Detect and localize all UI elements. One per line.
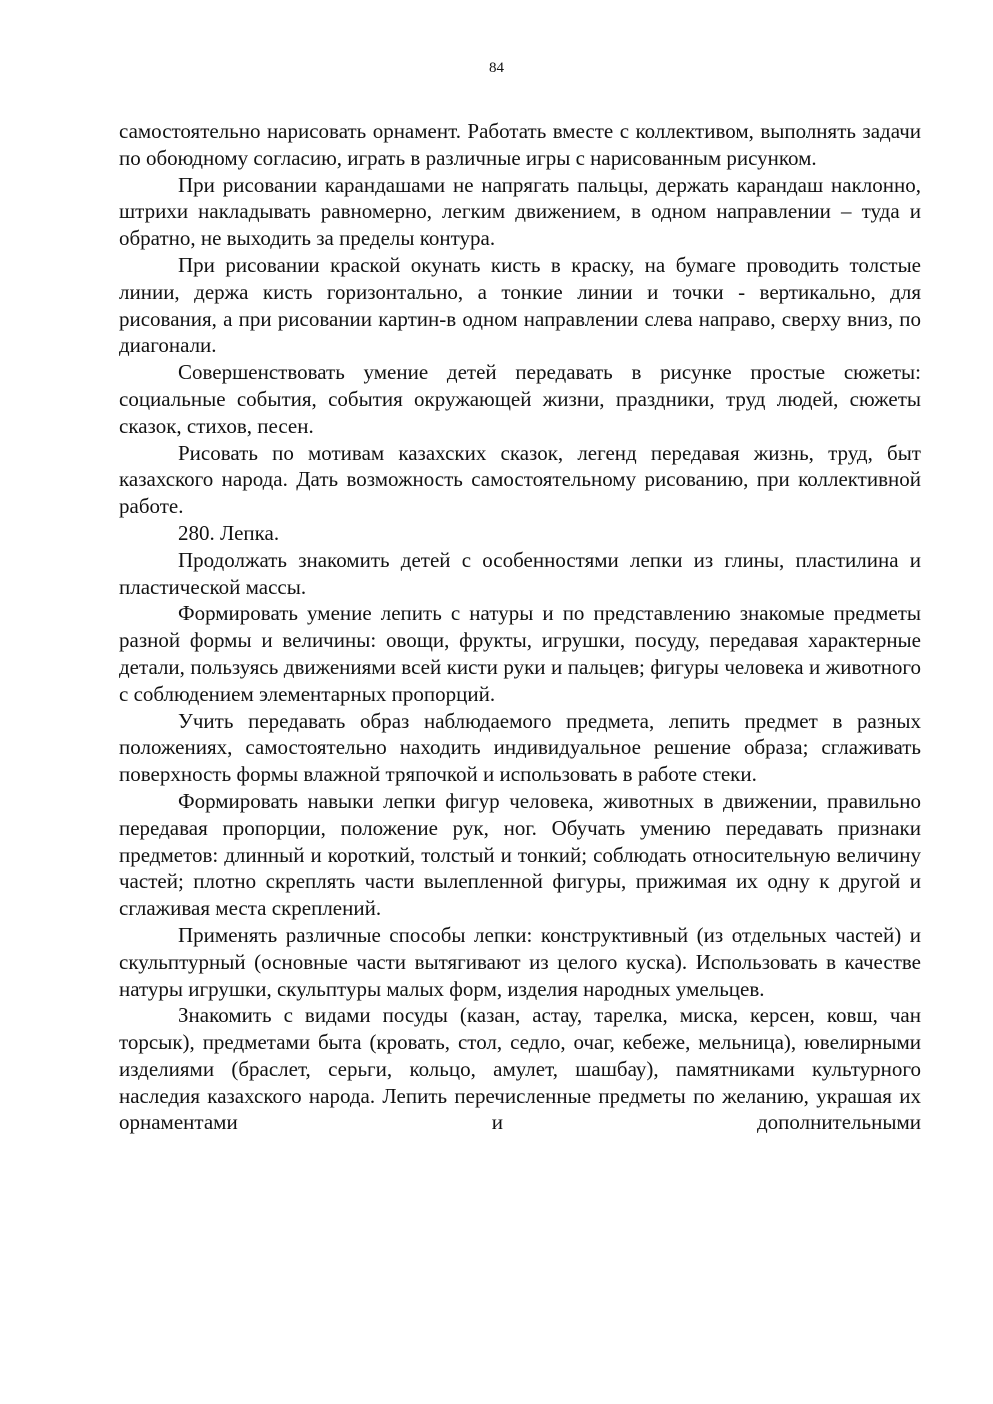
- paragraph-5: Рисовать по мотивам казахских сказок, легенд передавая жизнь, труд, быт казахского народа. Дать возможность самостоятельному рисованию, при коллективной работе.: [119, 440, 921, 519]
- paragraph-4: Совершенствовать умение детей передавать в рисунке простые сюжеты: социальные события, события окружающей жизни, праздники, труд людей, сюжеты сказок, стихов, песен.: [119, 360, 921, 438]
- paragraph-7: Продолжать знакомить детей с особенностями лепки из глины, пластилина и пластической массы.: [119, 547, 921, 599]
- body-text: [119, 118, 921, 1136]
- paragraph-8: Формировать умение лепить с натуры и по представлению знакомые предметы разной формы и величины: овощи, фрукты, игрушки, посуду, передавая характерные детали, пользуясь движениями всей кисти руки и пальцев; фигуры человека и животного с соблюдением элементарных пропорций.: [119, 601, 921, 706]
- paragraph-12: Знакомить с видами посуды (казан, астау, тарелка, миска, керсен, ковш, чан торсык), предметами быта (кровать, стол, седло, очаг, кебеже, мельница), ювелирными изделиями (браслет, серьги, кольцо, амулет, шашбау), памятниками культурного наследия казахского народа. Лепить перечисленные предметы по желанию, украшая их орнаментами и дополнительными: [119, 1003, 921, 1135]
- paragraph-10: Формировать навыки лепки фигур человека, животных в движении, правильно передавая пропорции, положение рук, ног. Обучать умению передавать признаки предметов: длинный и короткий, толстый и тонкий; соблюдать относительную величину частей; плотно скреплять части вылепленной фигуры, прижимая их одну к другой и сглаживая места скреплений.: [119, 788, 921, 921]
- paragraph-2: При рисовании карандашами не напрягать пальцы, держать карандаш наклонно, штрихи накладывать равномерно, легким движением, в одном направлении – туда и обратно, не выходить за пределы контура.: [119, 172, 921, 251]
- paragraph-1: самостоятельно нарисовать орнамент. Работать вместе с коллективом, выполнять задачи по обоюдному согласию, играть в различные игры с нарисованным рисунком.: [119, 119, 921, 170]
- page-number: 84: [489, 60, 504, 76]
- paragraph-9: Учить передавать образ наблюдаемого предмета, лепить предмет в разных положениях, самостоятельно находить индивидуальное решение образа; сглаживать поверхность формы влажной тряпочкой и использовать в работе стеки.: [119, 708, 921, 787]
- paragraph-3: При рисовании краской окунать кисть в краску, на бумаге проводить толстые линии, держа кисть горизонтально, а тонкие линии и точки - вертикально, для рисования, а при рисовании картин-в одном направлении слева направо, сверху вниз, по диагонали.: [119, 252, 921, 358]
- section-heading-lepka: 280. Лепка.: [178, 520, 280, 545]
- paragraph-11: Применять различные способы лепки: конструктивный (из отдельных частей) и скульптурный (основные части вытягивают из целого куска). Использовать в качестве натуры игрушки, скульптуры малых форм, изделия народных умельцев.: [119, 922, 921, 1001]
